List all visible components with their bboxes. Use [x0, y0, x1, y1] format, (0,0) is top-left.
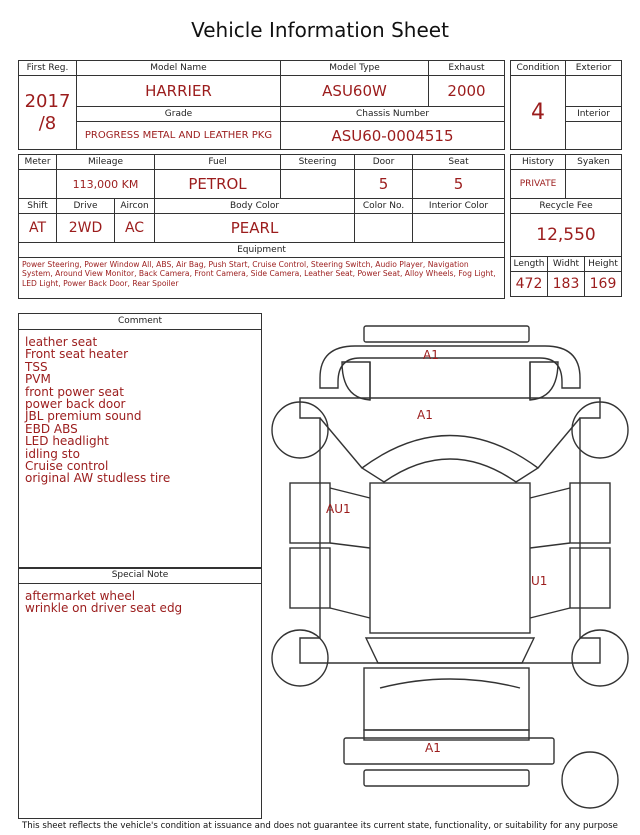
list-item: LED headlight [25, 434, 109, 449]
body-color-label: Body Color [155, 199, 355, 214]
seat-label: Seat [413, 155, 505, 170]
tailgate [364, 668, 529, 730]
list-item: front power seat [25, 384, 124, 399]
rear-window [366, 638, 534, 663]
mileage-label: Mileage [57, 155, 155, 170]
comment-box [18, 313, 262, 569]
page-title: Vehicle Information Sheet [191, 18, 449, 42]
special-note-box [18, 567, 262, 819]
list-item: Cruise control [25, 459, 109, 474]
condition-label: Condition [511, 61, 566, 76]
first-reg-year: 2017 [24, 90, 71, 112]
vehicle-main-table [18, 60, 505, 150]
list-item: JBL premium sound [25, 409, 142, 424]
history-table [510, 154, 622, 297]
condition-table [510, 60, 622, 150]
meter-value [19, 170, 57, 199]
width-value: 183 [548, 272, 585, 297]
equipment-label: Equipment [19, 243, 505, 258]
mileage-value: 113,000 KM [57, 170, 155, 199]
exhaust-value: 2000 [429, 76, 505, 107]
body-color-value: PEARL [155, 214, 355, 243]
footer-disclaimer: This sheet reflects the vehicle's condition at issuance and does not guarantee its current state, functionality, or suitability for any purpose [22, 821, 618, 831]
list-item: original AW studless tire [25, 471, 171, 486]
length-label: Length [511, 257, 548, 272]
right-front-door [570, 483, 610, 543]
interior-color-label: Interior Color [413, 199, 505, 214]
shift-label: Shift [19, 199, 57, 214]
model-name-value: HARRIER [77, 76, 281, 107]
width-label: Widht [548, 257, 585, 272]
spare-tire [562, 752, 618, 808]
chassis-number-label: Chassis Number [281, 107, 505, 122]
aircon-value: AC [115, 214, 155, 243]
model-name-label: Model Name [77, 61, 281, 76]
height-value: 169 [585, 272, 622, 297]
right-rear-door [570, 548, 610, 608]
comment-list [25, 336, 261, 485]
model-type-label: Model Type [281, 61, 429, 76]
door-value: 5 [355, 170, 413, 199]
syaken-label: Syaken [566, 155, 622, 170]
front-bumper [364, 326, 529, 342]
door-label: Door [355, 155, 413, 170]
equipment-list: Power Steering, Power Window All, ABS, Air Bag, Push Start, Cruise Control, Steering Switch, Audio Player, Navigation System, Around View Monitor, Back Camera, Front Camera, Side Camera, Leather Seat, Power Seat, Alloy Wheels, Fog Light, LED Light, Power Back Door, Rear Spoiler [19, 258, 505, 299]
exterior-value [566, 76, 622, 107]
list-item: EBD ABS [25, 421, 78, 436]
damage-mark-hood: A1 [423, 348, 439, 362]
history-value: PRIVATE [511, 170, 566, 199]
body-outer [300, 398, 600, 663]
color-no-label: Color No. [355, 199, 413, 214]
exterior-label: Exterior [566, 61, 622, 76]
list-item: aftermarket wheel [25, 589, 136, 603]
comment-label: Comment [19, 314, 261, 330]
list-item: leather seat [25, 335, 98, 349]
list-item: Front seat heater [25, 347, 129, 362]
drive-value: 2WD [57, 214, 115, 243]
hood-outline [320, 346, 580, 388]
list-item: idling sto [25, 446, 80, 461]
car-damage-diagram [270, 318, 630, 823]
list-item: TSS [25, 359, 48, 374]
list-item: wrinkle on driver seat edg [25, 601, 183, 616]
history-label: History [511, 155, 566, 170]
left-rear-door [290, 548, 330, 608]
recycle-fee-value: 12,550 [511, 214, 622, 257]
first-reg-value [19, 76, 77, 150]
first-reg-label: First Reg. [19, 61, 77, 76]
steering-label: Steering [281, 155, 355, 170]
fuel-label: Fuel [155, 155, 281, 170]
syaken-value [566, 170, 622, 199]
fuel-value: PETROL [155, 170, 281, 199]
meter-label: Meter [19, 155, 57, 170]
roof [370, 483, 530, 633]
special-note-label: Special Note [19, 568, 261, 584]
chassis-number-value: ASU60-0004515 [281, 122, 505, 150]
condition-value: 4 [511, 76, 566, 150]
aircon-label: Aircon [115, 199, 155, 214]
color-no-value [355, 214, 413, 243]
front-headlight-right [530, 362, 558, 400]
recycle-fee-label: Recycle Fee [511, 199, 622, 214]
height-label: Height [585, 257, 622, 272]
exhaust-label: Exhaust [429, 61, 505, 76]
list-item: power back door [25, 397, 126, 412]
list-item: PVM [25, 372, 51, 387]
interior-value [566, 122, 622, 150]
grade-label: Grade [77, 107, 281, 122]
windshield [362, 436, 538, 483]
drive-label: Drive [57, 199, 115, 214]
interior-color-value [413, 214, 505, 243]
vehicle-spec-table [18, 154, 505, 299]
damage-mark-windshield: A1 [417, 408, 433, 422]
grade-value: PROGRESS METAL AND LEATHER PKG [77, 122, 281, 150]
damage-mark-right-side: U1 [531, 574, 548, 588]
first-reg-month: /8 [38, 112, 57, 134]
special-note-list [25, 590, 261, 615]
damage-mark-left-side: AU1 [326, 502, 351, 516]
front-headlight-left [342, 362, 370, 400]
interior-label: Interior [566, 107, 622, 122]
left-front-door [290, 483, 330, 543]
steering-value [281, 170, 355, 199]
rear-step [364, 770, 529, 786]
length-value: 472 [511, 272, 548, 297]
seat-value: 5 [413, 170, 505, 199]
rear-bumper [344, 738, 554, 764]
shift-value: AT [19, 214, 57, 243]
model-type-value: ASU60W [281, 76, 429, 107]
damage-mark-rear: A1 [425, 741, 441, 755]
